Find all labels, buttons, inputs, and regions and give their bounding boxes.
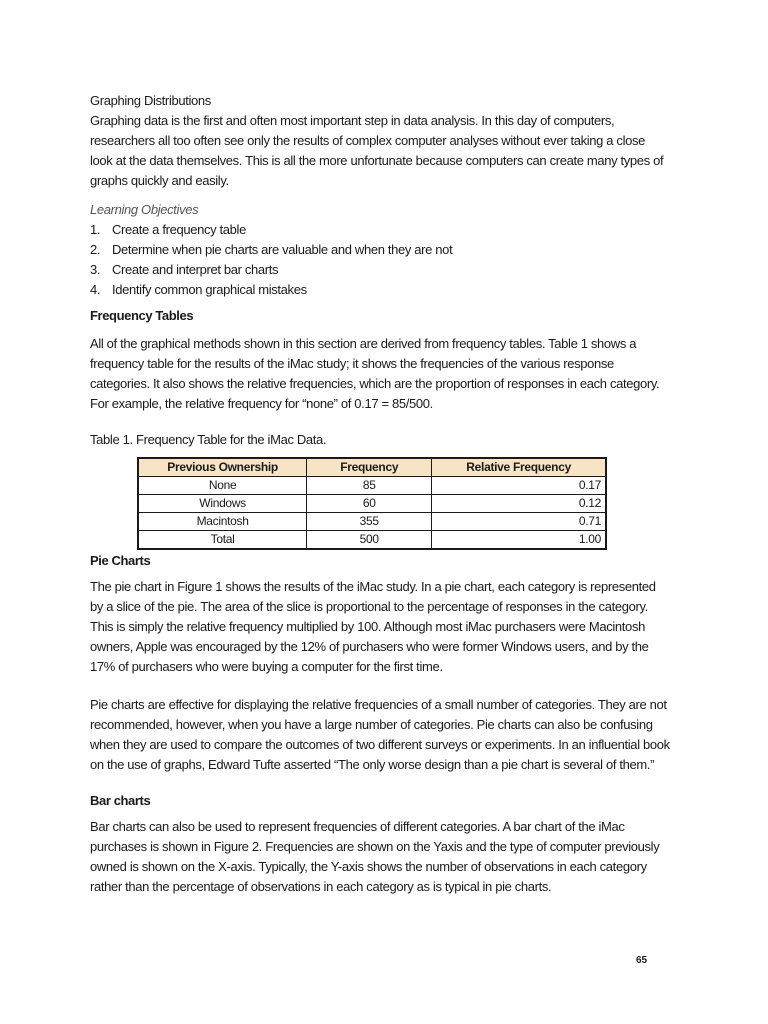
frequency-table bbox=[137, 457, 607, 550]
frequency-tables-heading: Frequency Tables bbox=[90, 308, 194, 323]
table-cell: 60 bbox=[307, 495, 432, 513]
list-item: 3. Create and interpret bar charts bbox=[90, 262, 279, 277]
paragraph-line: Bar charts can also be used to represent frequencies of different categories. A bar chart of the iMac bbox=[90, 819, 625, 834]
paragraph-line: by a slice of the pie. The area of the slice is proportional to the percentage of responses in the category. bbox=[90, 599, 648, 614]
intro-line: graphs quickly and easily. bbox=[90, 173, 229, 188]
table-cell: 85 bbox=[307, 477, 432, 495]
column-header: Frequency bbox=[307, 458, 432, 477]
learning-objectives-heading: Learning Objectives bbox=[90, 202, 199, 217]
list-item: 4. Identify common graphical mistakes bbox=[90, 282, 307, 297]
paragraph-line: 17% of purchasers who were buying a computer for the first time. bbox=[90, 659, 443, 674]
paragraph-line: All of the graphical methods shown in this section are derived from frequency tables. Table 1 shows a bbox=[90, 336, 637, 351]
table-cell: 0.71 bbox=[432, 513, 606, 531]
list-item: 1. Create a frequency table bbox=[90, 222, 246, 237]
paragraph-line: rather than the percentage of observations in each category as is typical in pie charts. bbox=[90, 879, 552, 894]
table-cell: 0.12 bbox=[432, 495, 606, 513]
table-cell: Windows bbox=[138, 495, 307, 513]
paragraph-line: Pie charts are effective for displaying the relative frequencies of a small number of categories. They are not bbox=[90, 697, 667, 712]
page-content bbox=[90, 91, 680, 897]
list-item: 2. Determine when pie charts are valuable and when they are not bbox=[90, 242, 453, 257]
column-header: Relative Frequency bbox=[432, 458, 606, 477]
paragraph-line: recommended, however, when you have a large number of categories. Pie charts can also be confusing bbox=[90, 717, 653, 732]
table-cell: 0.17 bbox=[432, 477, 606, 495]
paragraph-line: when they are used to compare the outcomes of two different surveys or experiments. In an influential book bbox=[90, 737, 670, 752]
column-header: Previous Ownership bbox=[138, 458, 307, 477]
pie-paragraph-2 bbox=[90, 695, 680, 775]
table-row bbox=[138, 477, 606, 495]
objectives-list bbox=[90, 220, 680, 300]
paragraph-line: purchases is shown in Figure 2. Frequencies are shown on the Yaxis and the type of computer previously bbox=[90, 839, 660, 854]
intro-line: Graphing data is the first and often most important step in data analysis. In this day of computers, bbox=[90, 113, 615, 128]
paragraph-line: owned is shown on the X-axis. Typically, the Y-axis shows the number of observations in each category bbox=[90, 859, 647, 874]
paragraph-line: For example, the relative frequency for “none” of 0.17 = 85/500. bbox=[90, 396, 433, 411]
paragraph-line: The pie chart in Figure 1 shows the results of the iMac study. In a pie chart, each category is represented bbox=[90, 579, 656, 594]
intro-paragraph bbox=[90, 111, 680, 191]
table-cell: Total bbox=[138, 531, 307, 550]
paragraph-line: on the use of graphs, Edward Tufte asserted “The only worse design than a pie chart is several of them.” bbox=[90, 757, 655, 772]
table-header-row bbox=[138, 458, 606, 477]
table-cell: 355 bbox=[307, 513, 432, 531]
paragraph-line: owners, Apple was encouraged by the 12% of purchasers who were former Windows users, and by the bbox=[90, 639, 649, 654]
table-cell: 500 bbox=[307, 531, 432, 550]
table-cell: 1.00 bbox=[432, 531, 606, 550]
paragraph-line: This is simply the relative frequency multiplied by 100. Although most iMac purchasers were Macintosh bbox=[90, 619, 645, 634]
frequency-paragraph bbox=[90, 334, 680, 414]
table-row bbox=[138, 495, 606, 513]
intro-line: researchers all too often see only the results of complex computer analyses without ever taking a close bbox=[90, 133, 646, 148]
table-row bbox=[138, 513, 606, 531]
pie-charts-heading: Pie Charts bbox=[90, 553, 151, 568]
page-number: 65 bbox=[636, 955, 648, 966]
intro-line: look at the data themselves. This is all the more unfortunate because computers can create many types of bbox=[90, 153, 664, 168]
bar-paragraph bbox=[90, 817, 680, 897]
table-cell: Macintosh bbox=[138, 513, 307, 531]
table-caption: Table 1. Frequency Table for the iMac Data. bbox=[90, 432, 327, 447]
section-title: Graphing Distributions bbox=[90, 93, 211, 108]
table-cell: None bbox=[138, 477, 307, 495]
table-row bbox=[138, 531, 606, 550]
bar-charts-heading: Bar charts bbox=[90, 793, 151, 808]
paragraph-line: categories. It also shows the relative frequencies, which are the proportion of responses in each category. bbox=[90, 376, 660, 391]
paragraph-line: frequency table for the results of the iMac study; it shows the frequencies of the various response bbox=[90, 356, 614, 371]
pie-paragraph-1 bbox=[90, 577, 680, 677]
